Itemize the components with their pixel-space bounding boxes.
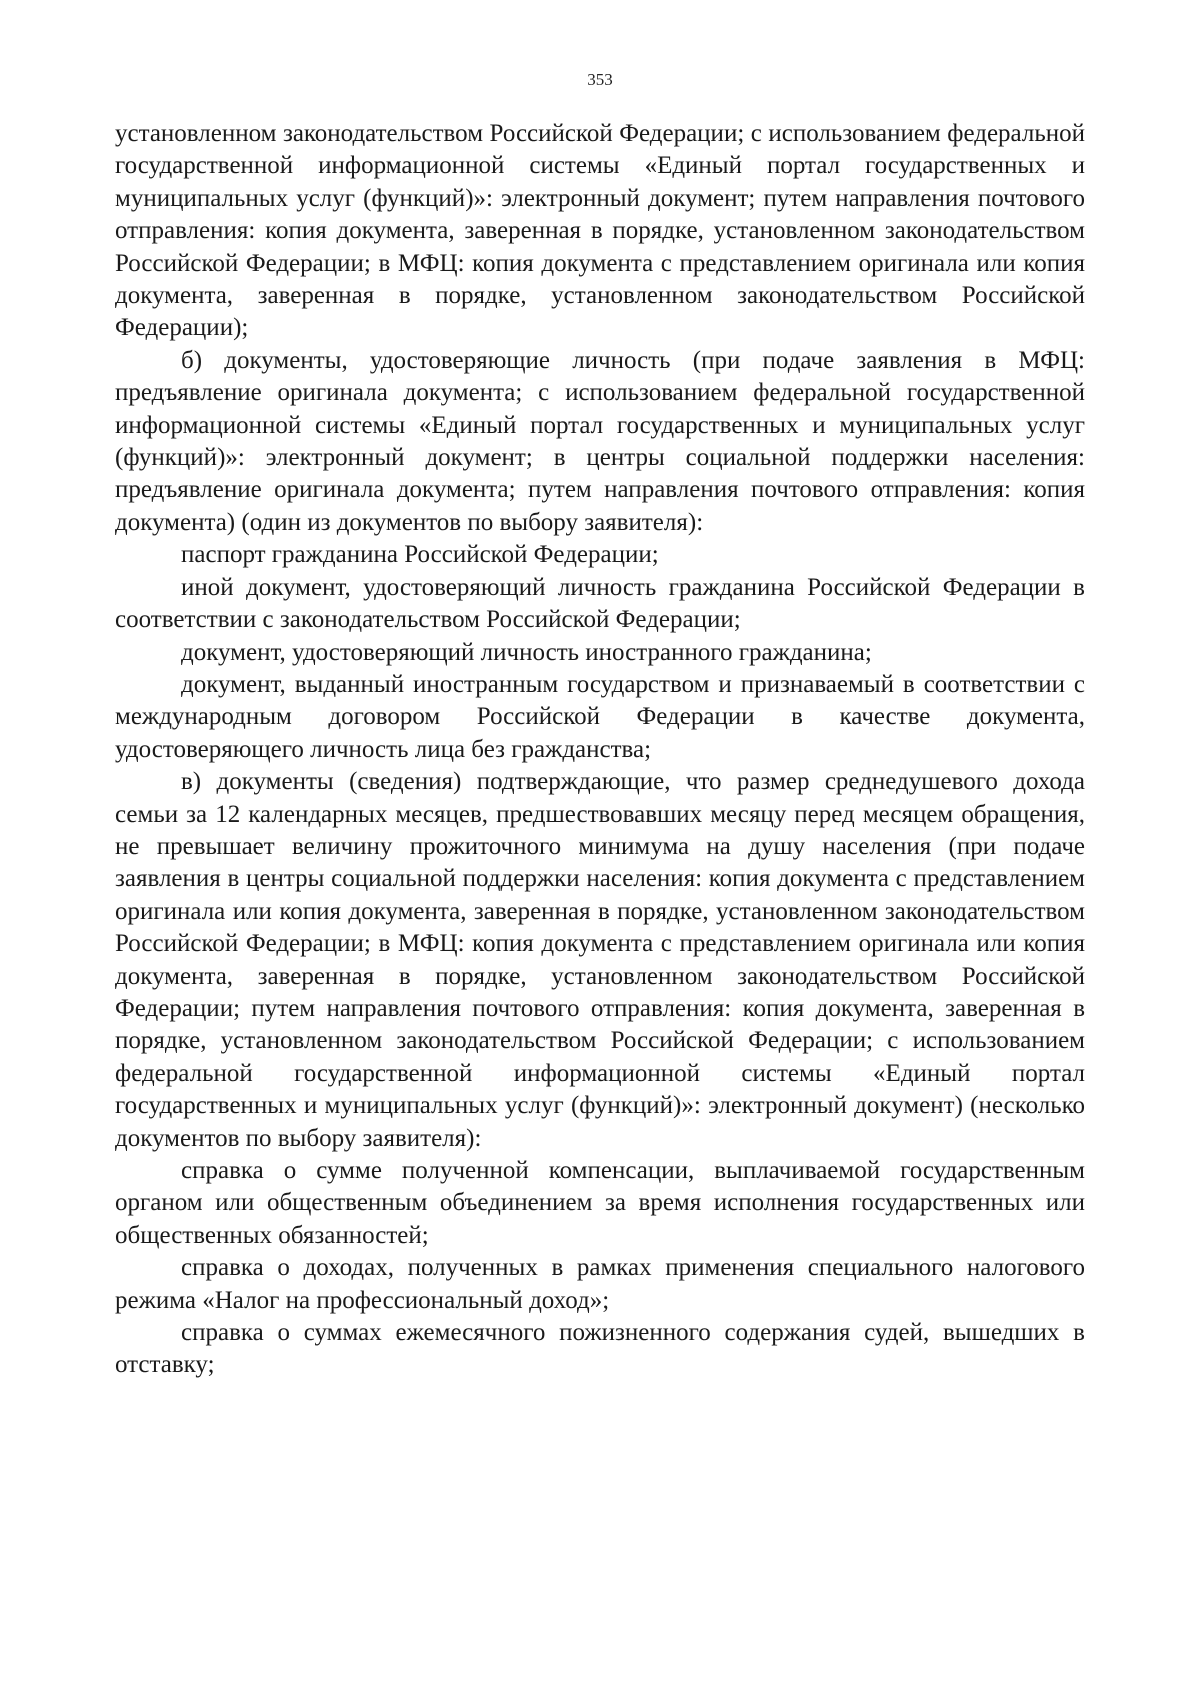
list-item: документ, выданный иностранным государством и признаваемый в соответствии с международным договором Российской Федерации в качестве документа, удостоверяющего личность лица без гражданства; <box>115 670 1085 763</box>
paragraph-item-b: б) документы, удостоверяющие личность (при подаче заявления в МФЦ: предъявление оригинала документа; с использованием федеральной государственной информационной системы «Единый портал государственных и муниципальных услуг (функций)»: электронный документ; в центры социальной поддержки населения: предъявление оригинала документа; путем направления почтового отправления: копия документа) (один из документов по выбору заявителя): <box>115 346 1085 536</box>
paragraph: установленном законодательством Российской Федерации; с использованием федеральной государственной информационной системы «Единый портал государственных и муниципальных услуг (функций)»: электронный документ; путем направления почтового отправления: копия документа, заверенная в порядке, установленном законодательством Российской Федерации; в МФЦ: копия документа с представлением оригинала или копия документа, заверенная в порядке, установленном законодательством Российской Федерации); <box>115 120 1085 342</box>
list-item: справка о доходах, полученных в рамках применения специального налогового режима «Налог на профессиональный доход»; <box>115 1254 1085 1314</box>
list-item: справка о сумме полученной компенсации, выплачиваемой государственным органом или общественным объединением за время исполнения государственных или общественных обязанностей; <box>115 1157 1085 1249</box>
list-item: документ, удостоверяющий личность иностранного гражданина; <box>181 638 872 666</box>
list-item: справка о суммах ежемесячного пожизненного содержания судей, вышедших в отставку; <box>115 1319 1085 1379</box>
list-item: паспорт гражданина Российской Федерации; <box>181 541 659 569</box>
list-item: иной документ, удостоверяющий личность гражданина Российской Федерации в соответствии с законодательством Российской Федерации; <box>115 573 1085 634</box>
document-body <box>115 118 1085 1382</box>
page-number: 353 <box>587 70 613 89</box>
paragraph-item-v: в) документы (сведения) подтверждающие, что размер среднедушевого дохода семьи за 12 календарных месяцев, предшествовавших месяцу перед месяцем обращения, не превышает величину прожиточного минимума на душу населения (при подаче заявления в центры социальной поддержки населения: копия документа с представлением оригинала или копия документа, заверенная в порядке, установленном законодательством Российской Федерации; в МФЦ: копия документа с представлением оригинала или копия документа, заверенная в порядке, установленном законодательством Российской Федерации; путем направления почтового отправления: копия документа, заверенная в порядке, установленном законодательством Российской Федерации; с использованием федеральной государственной информационной системы «Единый портал государственных и муниципальных услуг (функций)»: электронный документ) (несколько документов по выбору заявителя): <box>115 768 1085 1152</box>
